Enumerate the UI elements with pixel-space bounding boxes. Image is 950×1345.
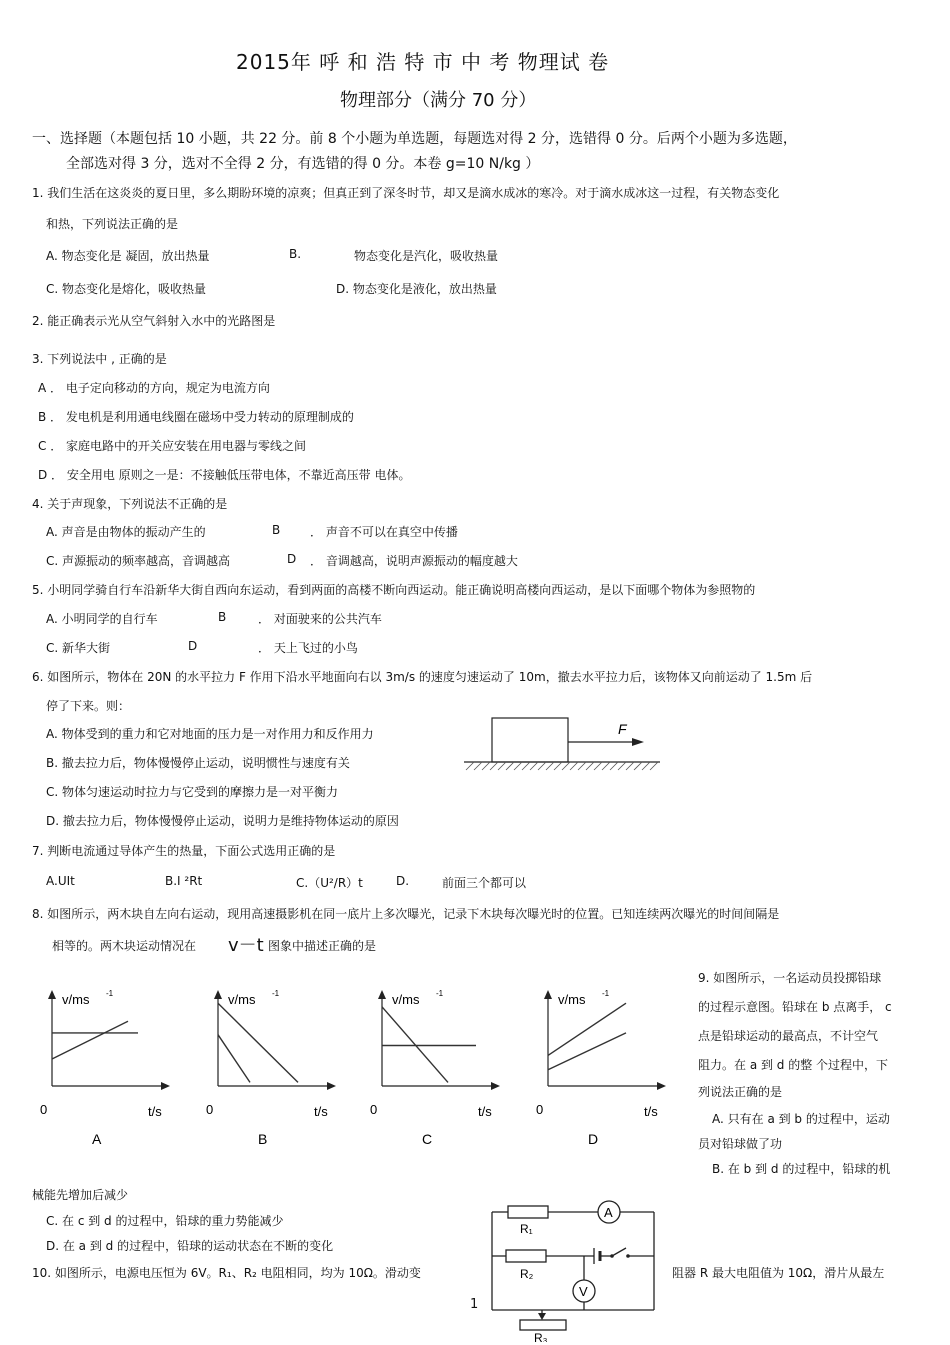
q7-option-d: 前面三个都可以 bbox=[442, 876, 527, 890]
q7-option-a: A.UIt bbox=[46, 874, 75, 888]
y-axis-label: v/ms bbox=[392, 992, 420, 1007]
q8-stem-line2: 相等的。两木块运动情况在 bbox=[52, 939, 197, 953]
q1-stem-line1: 1. 我们生活在这炎炎的夏日里，多么期盼环境的凉爽；但真正到了深冬时节，却又是滴水成冰的寒冷。对于滴水成冰这一过程，有关物态变化 bbox=[32, 186, 780, 200]
x-axis-label: t/s bbox=[314, 1104, 328, 1119]
q9-line-4: 阻力。在 a 到 d 的整 个过程中，下 bbox=[698, 1058, 889, 1072]
origin-label: 0 bbox=[206, 1102, 214, 1117]
q6-block-figure bbox=[462, 712, 662, 774]
q6-option-b: B. 撤去拉力后，物体慢慢停止运动，说明惯性与速度有关 bbox=[46, 756, 350, 770]
r2-label: R₂ bbox=[520, 1267, 534, 1281]
x-axis-label: t/s bbox=[478, 1104, 492, 1119]
graph-y-arrow bbox=[214, 990, 222, 999]
graph-x-arrow bbox=[491, 1082, 500, 1090]
q7-option-c: C.（U²/R）t bbox=[296, 876, 363, 890]
graph-y-arrow bbox=[48, 990, 56, 999]
q2-stem: 2. 能正确表示光从空气斜射入水中的光路图是 bbox=[32, 314, 276, 328]
voltmeter-label: V bbox=[579, 1284, 588, 1299]
q3-option-b: B ． 发电机是利用通电线圈在磁场中受力转动的原理制成的 bbox=[38, 410, 354, 424]
x-axis-label: t/s bbox=[644, 1104, 658, 1119]
q3-option-d: D ． 安全用电 原则之一是：不接触低压带电体，不靠近高压带 电体。 bbox=[38, 468, 411, 482]
q6-stem-line2: 停了下来。则： bbox=[46, 699, 131, 713]
q4-stem: 4. 关于声现象，下列说法不正确的是 bbox=[32, 497, 228, 511]
q3-stem: 3. 下列说法中 , 正确的是 bbox=[32, 352, 167, 366]
ammeter-label: A bbox=[604, 1205, 613, 1220]
q6-option-d: D. 撤去拉力后，物体慢慢停止运动，说明力是维持物体运动的原因 bbox=[46, 814, 399, 828]
q1-option-b: 物态变化是汽化，吸收热量 bbox=[354, 249, 499, 263]
q7-option-b: B.I ²Rt bbox=[165, 874, 203, 888]
q9-line-2: 的过程示意图。铅球在 b 点离手， c bbox=[698, 1000, 892, 1014]
graph-option-c: C bbox=[422, 1131, 433, 1147]
graph-option-a: A bbox=[92, 1131, 102, 1147]
graph-a-line-1 bbox=[52, 1021, 128, 1059]
y-axis-label: v/ms bbox=[558, 992, 586, 1007]
q5-option-b: ． 对面驶来的公共汽车 bbox=[258, 612, 382, 626]
graph-y-arrow bbox=[378, 990, 386, 999]
x-axis-label: t/s bbox=[148, 1104, 162, 1119]
q6-stem-line1: 6. 如图所示，物体在 20N 的水平拉力 F 作用下沿水平地面向右以 3m/s 的速度匀速运动了 10m，撤去水平拉力后，该物体又向前运动了 1.5m 后 bbox=[32, 670, 813, 684]
y-axis-exponent: -1 bbox=[602, 989, 610, 998]
graph-c-line-1 bbox=[382, 1007, 448, 1083]
section-intro-line1: 一、选择题（本题包括 10 小题，共 22 分。前 8 个小题为单选题，每题选对得 2 分，选错得 0 分。后两个小题为多选题， bbox=[32, 131, 797, 147]
q7-stem: 7. 判断电流通过导体产生的热量，下面公式选用正确的是 bbox=[32, 844, 336, 858]
y-axis-exponent: -1 bbox=[436, 989, 444, 998]
q5-option-d-letter: D bbox=[188, 639, 198, 653]
q5-option-a: A. 小明同学的自行车 bbox=[46, 612, 158, 626]
graph-x-arrow bbox=[327, 1082, 336, 1090]
force-label: F bbox=[618, 721, 627, 737]
q10-stem-left: 10. 如图所示，电源电压恒为 6V。R₁、R₂ 电阻相同，均为 10Ω。滑动变 bbox=[32, 1266, 421, 1280]
graph-option-b: B bbox=[258, 1131, 268, 1147]
r1-resistor bbox=[508, 1206, 548, 1218]
q5-stem: 5. 小明同学骑自行车沿新华大街自西向东运动，看到两面的高楼不断向西运动。能正确说明高楼向西运动，是以下面哪个物体为参照物的 bbox=[32, 583, 756, 597]
q9-option-a-line2: 员对铅球做了功 bbox=[698, 1137, 783, 1151]
y-axis-exponent: -1 bbox=[106, 989, 114, 998]
q8-stem-line1: 8. 如图所示，两木块自左向右运动，现用高速摄影机在同一底片上多次曝光，记录下木块每次曝光时的位置。已知连续两次曝光的时间间隔是 bbox=[32, 907, 780, 921]
q9-line-1: 9. 如图所示，一名运动员投掷铅球 bbox=[698, 971, 882, 985]
q5-option-c: C. 新华大街 bbox=[46, 641, 111, 655]
q6-option-a: A. 物体受到的重力和它对地面的压力是一对作用力和反作用力 bbox=[46, 727, 374, 741]
graph-d-line-2 bbox=[548, 1033, 626, 1070]
page-number: 1 bbox=[470, 1297, 479, 1312]
graph-option-d: D bbox=[588, 1131, 599, 1147]
q5-option-b-letter: B bbox=[218, 610, 227, 624]
graph-y-arrow bbox=[544, 990, 552, 999]
origin-label: 0 bbox=[536, 1102, 544, 1117]
q4-option-b: ． 声音不可以在真空中传播 bbox=[310, 525, 458, 539]
q1-option-a: A. 物态变化是 凝固，放出热量 bbox=[46, 249, 210, 263]
q8-vt-graphs bbox=[28, 982, 678, 1154]
y-axis-label: v/ms bbox=[228, 992, 256, 1007]
exam-subtitle: 物理部分（满分 70 分） bbox=[340, 90, 537, 111]
exam-title: 2015年 呼 和 浩 特 市 中 考 物理试 卷 bbox=[236, 50, 610, 74]
graph-x-arrow bbox=[161, 1082, 170, 1090]
q9-option-a-line1: A. 只有在 a 到 b 的过程中，运动 bbox=[712, 1112, 890, 1126]
q9-line-3: 点是铅球运动的最高点，不计空气 bbox=[698, 1029, 879, 1043]
q1-option-c: C. 物态变化是熔化，吸收热量 bbox=[46, 282, 207, 296]
q1-option-d: D. 物态变化是液化，放出热量 bbox=[336, 282, 497, 296]
graph-x-arrow bbox=[657, 1082, 666, 1090]
graph-b-line-1 bbox=[218, 1003, 298, 1082]
section-intro-line2: 全部选对得 3 分，选对不全得 2 分，有选错的得 0 分。本卷 g=10 N/kg ） bbox=[66, 156, 540, 172]
q4-option-a: A. 声音是由物体的振动产生的 bbox=[46, 525, 206, 539]
q4-option-b-letter: B bbox=[272, 523, 281, 537]
q9-option-b-line1: B. 在 b 到 d 的过程中，铅球的机 bbox=[712, 1162, 891, 1176]
q9-option-d: D. 在 a 到 d 的过程中，铅球的运动状态在不断的变化 bbox=[46, 1239, 334, 1253]
r3-rheostat bbox=[520, 1320, 566, 1330]
y-axis-label: v/ms bbox=[62, 992, 90, 1007]
q7-option-d-letter: D. bbox=[396, 874, 410, 888]
q4-option-c: C. 声源振动的频率越高，音调越高 bbox=[46, 554, 231, 568]
q5-option-d: ． 天上飞过的小鸟 bbox=[258, 641, 358, 655]
r2-resistor bbox=[506, 1250, 546, 1262]
q6-option-c: C. 物体匀速运动时拉力与它受到的摩擦力是一对平衡力 bbox=[46, 785, 339, 799]
q1-option-b-letter: B. bbox=[289, 247, 302, 261]
q9-option-c: C. 在 c 到 d 的过程中，铅球的重力势能减少 bbox=[46, 1214, 284, 1228]
q4-option-d-letter: D bbox=[287, 552, 297, 566]
q8-vt-symbol: v－t bbox=[228, 935, 264, 956]
q1-stem-line2: 和热，下列说法正确的是 bbox=[46, 217, 179, 231]
q3-option-c: C ． 家庭电路中的开关应安装在用电器与零线之间 bbox=[38, 439, 307, 453]
r1-label: R₁ bbox=[520, 1222, 533, 1236]
y-axis-exponent: -1 bbox=[272, 989, 280, 998]
origin-label: 0 bbox=[370, 1102, 378, 1117]
origin-label: 0 bbox=[40, 1102, 48, 1117]
q10-stem-right: 阻器 R 最大电阻值为 10Ω，滑片从最左 bbox=[672, 1266, 885, 1280]
q4-option-d: ． 音调越高，说明声源振动的幅度越大 bbox=[310, 554, 518, 568]
graph-b-line-2 bbox=[218, 1035, 250, 1083]
q9-option-b-line2: 械能先增加后减少 bbox=[32, 1188, 129, 1202]
q8-stem-line3: 图象中描述正确的是 bbox=[268, 939, 377, 953]
q9-line-5: 列说法正确的是 bbox=[698, 1085, 783, 1099]
r3-label: R₃ bbox=[534, 1331, 548, 1342]
q3-option-a: A ． 电子定向移动的方向，规定为电流方向 bbox=[38, 381, 270, 395]
q10-circuit bbox=[486, 1196, 662, 1342]
graph-d-line-1 bbox=[548, 1003, 626, 1055]
